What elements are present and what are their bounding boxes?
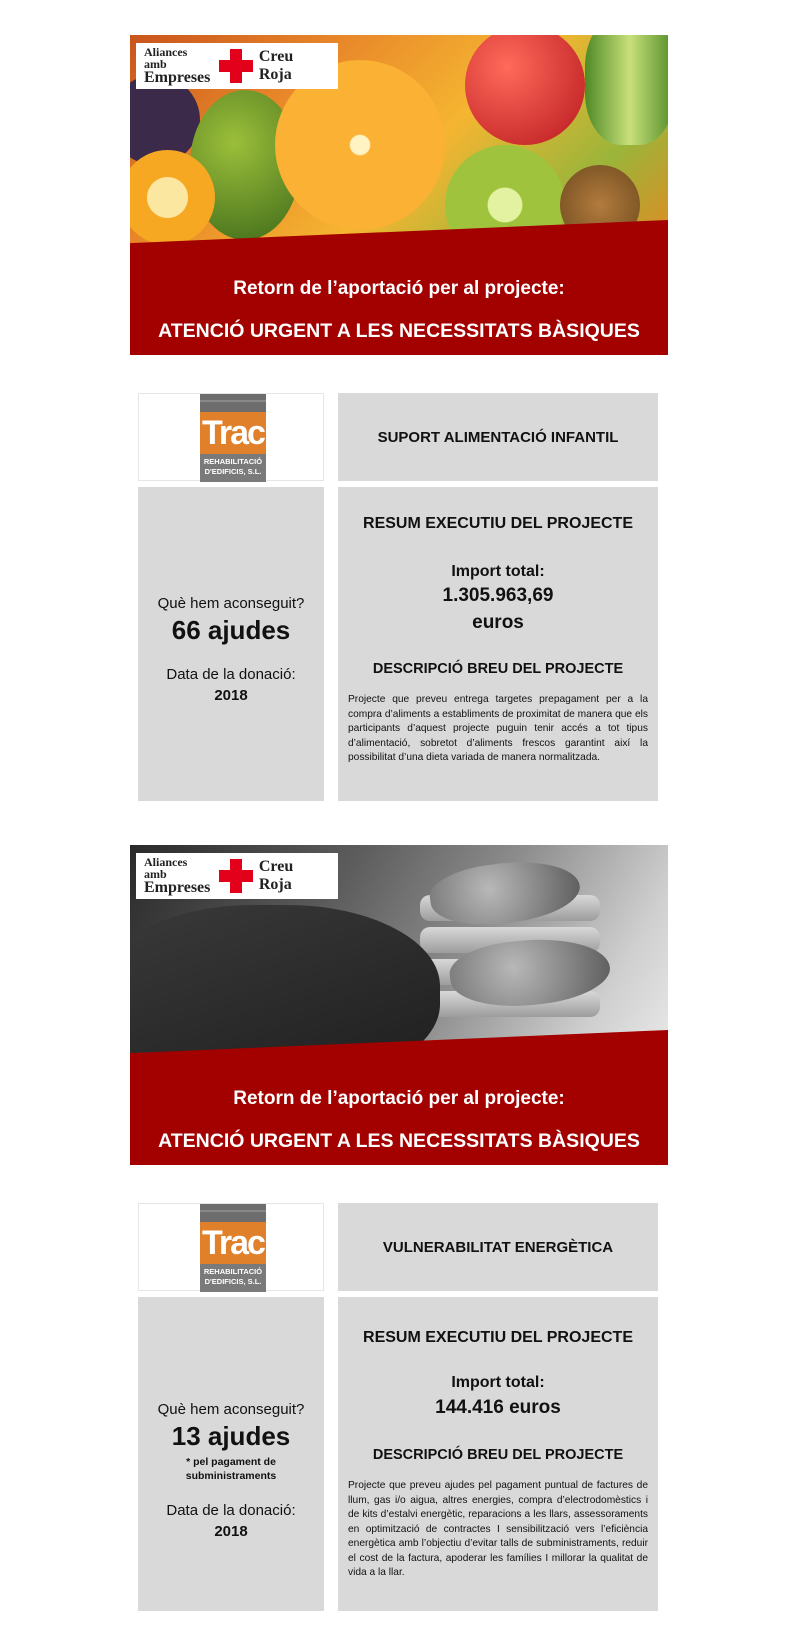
theme-box	[338, 393, 658, 481]
achievement-question: Què hem aconseguit?	[157, 595, 305, 612]
trac-subtitle: REHABILITACIÓ D'EDIFICIS, S.L.	[200, 454, 266, 482]
import-value: 1.305.963,69	[442, 585, 554, 606]
trac-wordmark: Trac	[200, 1222, 266, 1264]
achievement-box	[138, 487, 324, 801]
achievement-count: 66 ajudes	[171, 615, 291, 645]
achievement-note	[138, 1455, 324, 1483]
donation-date-value: 2018	[214, 687, 248, 704]
logo-alliance-line2: Empreses	[144, 879, 211, 896]
hero-banner	[130, 35, 668, 355]
logo-alliance-line1: Aliances amb	[144, 855, 188, 881]
summary-box	[338, 487, 658, 801]
red-cross-icon	[219, 859, 253, 893]
import-value: 144.416 euros	[435, 1397, 561, 1418]
theme-box	[338, 1203, 658, 1291]
import-unit: euros	[472, 612, 524, 633]
logo-alliance-line1: Aliances amb	[144, 45, 188, 71]
red-cross-icon	[219, 49, 253, 83]
theme-title: VULNERABILITAT ENERGÈTICA	[382, 1239, 614, 1256]
logo-org-name: Creu Roja	[258, 48, 294, 83]
theme-title: SUPORT ALIMENTACIÓ INFANTIL	[377, 429, 619, 446]
summary-title: RESUM EXECUTIU DEL PROJECTE	[363, 515, 633, 532]
sponsor-logo-box	[138, 393, 324, 481]
description-body: Projecte que preveu entrega targetes prepagament per a la compra d’aliments a establiments de proximitat de manera que els participants d’aquest projecte puguin tenir accés a tot tipus d’alimentació, sobretot d’aliments frescos garantint així la possibilitat d’una dieta variada de manera normalitzada.	[348, 694, 648, 763]
import-label: Import total:	[451, 1374, 545, 1391]
description-title: DESCRIPCIÓ BREU DEL PROJECTE	[372, 1447, 624, 1463]
hero-subtitle: Retorn de l’aportació per al projecte:	[233, 278, 565, 299]
creu-roja-logo	[136, 43, 338, 89]
summary-title: RESUM EXECUTIU DEL PROJECTE	[363, 1329, 633, 1346]
sponsor-logo-box	[138, 1203, 324, 1291]
trac-wordmark: Trac	[200, 412, 266, 454]
hero-title: ATENCIÓ URGENT A LES NECESSITATS BÀSIQUES	[158, 320, 640, 342]
achievement-note-line2: subministraments	[185, 1470, 277, 1482]
import-label: Import total:	[451, 563, 545, 580]
logo-alliance-line2: Empreses	[144, 69, 211, 86]
trac-logo	[200, 394, 266, 482]
project-card-food	[130, 35, 668, 763]
hero-banner	[130, 845, 668, 1165]
summary-box	[338, 1297, 658, 1611]
donation-date-value: 2018	[214, 1523, 248, 1540]
achievement-note-line1: * pel pagament de	[186, 1456, 276, 1468]
logo-org-name: Creu Roja	[258, 858, 294, 893]
trac-subtitle: REHABILITACIÓ D'EDIFICIS, S.L.	[200, 1264, 266, 1292]
creu-roja-logo	[136, 853, 338, 899]
hero-title: ATENCIÓ URGENT A LES NECESSITATS BÀSIQUES	[158, 1130, 640, 1152]
donation-date-label: Data de la donació:	[166, 666, 296, 683]
hero-subtitle: Retorn de l’aportació per al projecte:	[233, 1088, 565, 1109]
project-card-energy	[130, 845, 668, 1578]
trac-logo	[200, 1204, 266, 1292]
achievement-count: 13 ajudes	[171, 1421, 291, 1451]
achievement-question: Què hem aconseguit?	[157, 1401, 305, 1418]
achievement-box	[138, 1297, 324, 1611]
description-body: Projecte que preveu ajudes pel pagament puntual de factures de llum, gas i/o aigua, altres energies, compra d’electrodomèstics i de kits d’estalvi energètic, reparacions a les llars, assessoraments en optimització de contractes I sensibilització vers l’eficiència energètica amb l’objectiu d’evitar talls de subministraments, reduir el cost de la factura, apoderar les famílies I millorar la qualitat de vida a la llar.	[348, 1480, 648, 1578]
donation-date-label: Data de la donació:	[166, 1502, 296, 1519]
description-title: DESCRIPCIÓ BREU DEL PROJECTE	[372, 661, 624, 677]
